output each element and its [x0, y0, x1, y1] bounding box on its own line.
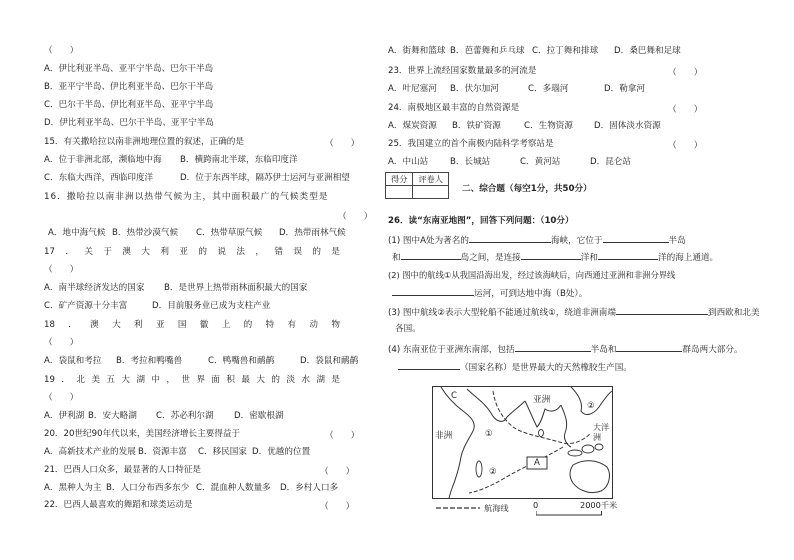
q18-options [44, 356, 358, 367]
q26-3-blank-cape[interactable] [616, 306, 708, 315]
q16-option-d[interactable]: D．热带雨林气候 [279, 228, 346, 238]
q15-option-a[interactable]: A．位于非洲北部，濒临地中海 [44, 155, 162, 165]
q19-option-d[interactable]: D．密歇根湖 [234, 411, 284, 421]
q19-option-c[interactable]: C．苏必利尔湖 [156, 411, 214, 421]
q17-stem: 17 ． 关 于 澳 大 利 亚 的 说 法 ， 错 误 的 是 [44, 247, 340, 257]
q23-option-d[interactable]: D．勒拿河 [604, 84, 645, 94]
scale-zero-label: 0 [533, 500, 539, 510]
map-label-asia: 亚洲 [533, 395, 551, 405]
q26-1-blank-peninsula[interactable] [603, 234, 669, 243]
indochina-coast [561, 405, 571, 447]
q15-options-row2 [44, 173, 350, 184]
q26-3-line1: (3) 图中航线②表示大型轮船不能通过航线①，绕道非洲南端 到西欧和北美 [388, 308, 760, 318]
q19-option-a[interactable]: A．伊利湖 [44, 411, 85, 421]
q21-options [44, 483, 338, 494]
map-label-a: A [534, 458, 540, 468]
q26-4-blank-peninsula[interactable] [515, 343, 591, 352]
borneo-island [582, 445, 594, 453]
q26-4-line1: (4) 东南亚位于亚洲东南部，包括 半岛和 群岛两大部分。 [388, 345, 743, 355]
q21-option-a[interactable]: A．黑种人为主 [44, 483, 102, 493]
q24-stem: 24．南极地区最丰富的自然资源是 [388, 103, 520, 113]
q16-stem: 16．撒哈拉以南非洲以热带气候为主，其中面积最广的气候类型是 [44, 192, 329, 202]
q21-option-d[interactable]: D．乡村人口多 [280, 483, 339, 493]
q25-options [388, 157, 631, 168]
southeast-asia-map [432, 386, 613, 499]
score-header: 得分 [386, 173, 413, 186]
sumatra-island [568, 450, 582, 456]
q22-option-c[interactable]: C．拉丁舞和排球 [532, 46, 599, 56]
q17-option-a[interactable]: A．南半球经济发达的国家 [44, 283, 145, 293]
q26-1-line2: 和 岛之间，是连接 洋和 洋的海上通道。 [392, 253, 719, 263]
q23-option-a[interactable]: A．叶尼塞河 [388, 84, 437, 94]
q23-paren: （ ） [668, 68, 703, 78]
q16-option-b[interactable]: B．热带沙漠气候 [112, 228, 179, 238]
q18-paren: （ ） [44, 338, 79, 348]
q22-stem: 22．巴西人最喜欢的舞蹈和球类运动是 [44, 500, 193, 510]
sri-lanka-island [539, 430, 544, 437]
q15-paren: （ ） [325, 139, 360, 149]
arabia-coast [467, 389, 525, 421]
grader-header: 评卷人 [413, 173, 449, 186]
q26-4-blank-archipelago[interactable] [616, 343, 682, 352]
q26-1-blank-strait[interactable] [469, 234, 551, 243]
q18-option-c[interactable]: C．鸭嘴兽和鸸鹋 [208, 356, 275, 366]
score-table [385, 172, 449, 199]
q24-option-c[interactable]: C．生物资源 [524, 121, 573, 131]
q22-paren: （ ） [320, 502, 355, 512]
q17-paren: （ ） [44, 265, 79, 275]
q26-1-blank-ocean1[interactable] [521, 251, 581, 260]
section2-title: 二、综合题（每空1分，共50分） [462, 184, 592, 194]
q20-options [44, 447, 310, 458]
q22-options [388, 46, 681, 57]
q24-option-a[interactable]: A．煤炭资源 [388, 121, 437, 131]
q19-option-b[interactable]: B．安大略湖 [88, 411, 137, 421]
q24-option-d[interactable]: D．固体淡水资源 [594, 121, 661, 131]
q23-stem: 23．世界上流经国家数量最多的河流是 [388, 66, 537, 76]
q19-options [44, 411, 284, 422]
q25-option-d[interactable]: D．昆仑站 [590, 157, 631, 167]
map-label-route2: ② [587, 401, 595, 411]
q17-options-row2 [44, 301, 270, 312]
map-drawing [433, 387, 612, 498]
q22-option-d[interactable]: D．桑巴舞和足球 [614, 46, 681, 56]
q25-option-b[interactable]: B．长城站 [450, 157, 491, 167]
map-label-africa: 非洲 [435, 431, 453, 441]
q24-paren: （ ） [668, 105, 703, 115]
q24-options [388, 121, 661, 132]
q14-option-a[interactable]: A．伊比利亚半岛、亚平宁半岛、巴尔干半岛 [44, 64, 214, 74]
q24-option-b[interactable]: B．铁矿资源 [452, 121, 501, 131]
q26-1-blank-island[interactable] [401, 251, 461, 260]
route-2-line [469, 447, 563, 493]
score-cell[interactable] [386, 186, 413, 199]
q26-4-blank-country[interactable] [398, 361, 460, 370]
q25-paren: （ ） [668, 141, 703, 151]
q25-option-c[interactable]: C．黄河站 [520, 157, 561, 167]
q20-option-c[interactable]: C．移民国家 [198, 447, 247, 457]
q16-option-c[interactable]: C．热带草原气候 [196, 228, 263, 238]
legend-route-label: 航海线 [484, 503, 509, 513]
q26-2-line1: (2) 图中的航线①从我国沿海出发，经过该海峡后，向西通过亚洲和非洲分界线 [388, 270, 676, 280]
q16-options [48, 228, 346, 239]
q15-option-b[interactable]: B．横跨南北半球，东临印度洋 [180, 155, 298, 165]
q14-option-b[interactable]: B．亚平宁半岛、伊比利亚半岛、巴尔干半岛 [44, 82, 214, 92]
q17-option-b[interactable]: B．是世界上热带雨林面积最大的国家 [164, 283, 308, 293]
q20-option-b[interactable]: B．资源丰富 [138, 447, 187, 457]
q17-option-c[interactable]: C．矿产资源十分丰富 [44, 301, 128, 311]
q21-paren: （ ） [320, 467, 355, 477]
q18-stem: 18 ． 澳 大 利 亚 国 徽 上 的 特 有 动 物 [44, 320, 340, 330]
sulawesi-island [595, 444, 603, 450]
madagascar-island [476, 461, 482, 477]
q20-option-a[interactable]: A．高新技术产业的发展 [44, 447, 136, 457]
q14-option-c[interactable]: C．巴尔干半岛、伊比利亚半岛、亚平宁半岛 [44, 100, 214, 110]
map-label-route1: ① [485, 429, 493, 439]
q17-options-row1 [44, 283, 307, 294]
q18-option-a[interactable]: A．袋鼠和考拉 [44, 356, 102, 366]
q15-option-d[interactable]: D．位于东西半球，隔苏伊士运河与亚洲相望 [180, 173, 350, 183]
q21-option-b[interactable]: B．人口分布西多东少 [106, 483, 190, 493]
q14-paren: （ ） [44, 46, 79, 56]
q20-paren: （ ） [325, 431, 360, 441]
q21-stem: 21．巴西人口众多，最显著的人口特征是 [44, 465, 202, 475]
q16-option-a[interactable]: A．地中海气候 [48, 228, 106, 238]
q26-3-line2: 各国。 [395, 324, 421, 334]
q18-option-d[interactable]: D．袋鼠和鸸鹋 [300, 356, 359, 366]
q19-paren: （ ） [44, 393, 79, 403]
legend-route-line [436, 505, 480, 511]
q23-options [388, 84, 645, 95]
q22-option-b[interactable]: B．芭蕾舞和乒乓球 [450, 46, 525, 56]
q23-option-c[interactable]: C．多瑙河 [528, 84, 569, 94]
map-label-pacific: 大洋洲 [593, 423, 609, 442]
q26-4-line2: （国家名称）是世界最大的天然橡胶生产国。 [398, 361, 632, 374]
q20-option-d[interactable]: D．优越的位置 [252, 447, 311, 457]
q26-title: 26．读“东南亚地图”，回答下列问题：（10分） [388, 216, 574, 226]
map-label-route2-south: ② [489, 467, 497, 477]
q18-option-b[interactable]: B．考拉和鸭嘴兽 [116, 356, 183, 366]
q15-option-c[interactable]: C．东临大西洋，西临印度洋 [44, 173, 154, 183]
africa-coast [441, 387, 474, 498]
q22-option-a[interactable]: A．街舞和篮球 [388, 46, 446, 56]
q17-option-d[interactable]: D．目前服务业已成为支柱产业 [152, 301, 271, 311]
q25-option-a[interactable]: A．中山站 [388, 157, 429, 167]
scale-end-label: 2000千米 [580, 500, 618, 510]
q15-options-row1 [44, 155, 298, 166]
q26-1-blank-ocean2[interactable] [598, 251, 658, 260]
q26-1-line1: (1) 图中A处为著名的 海峡，它位于 半岛 [388, 236, 686, 246]
map-label-c: C [451, 391, 458, 401]
q14-option-d[interactable]: D．伊比利亚半岛、巴尔干半岛、亚平宁半岛 [44, 118, 214, 128]
q23-option-b[interactable]: B．伏尔加河 [450, 84, 499, 94]
australia-outline [570, 461, 609, 493]
q19-stem: 19 ． 北 美 五 大 湖 中 ， 世 界 面 积 最 大 的 淡 水 湖 是 [44, 375, 340, 385]
q26-2-line2: 运河，可到达地中海（B处）。 [392, 287, 587, 300]
grader-cell[interactable] [413, 186, 449, 199]
q16-paren: （ ） [338, 212, 373, 222]
q25-stem: 25．我国建立的首个南极内陆科学考察站是 [388, 139, 554, 149]
q20-stem: 20．20世纪90年代以来，美国经济增长主要得益于 [44, 429, 241, 439]
q26-2-blank-canal[interactable] [392, 287, 474, 296]
q15-stem: 15．有关撒哈拉以南非洲地理位置的叙述，正确的是 [44, 137, 244, 147]
q21-option-c[interactable]: C．混血种人数量多 [196, 483, 271, 493]
